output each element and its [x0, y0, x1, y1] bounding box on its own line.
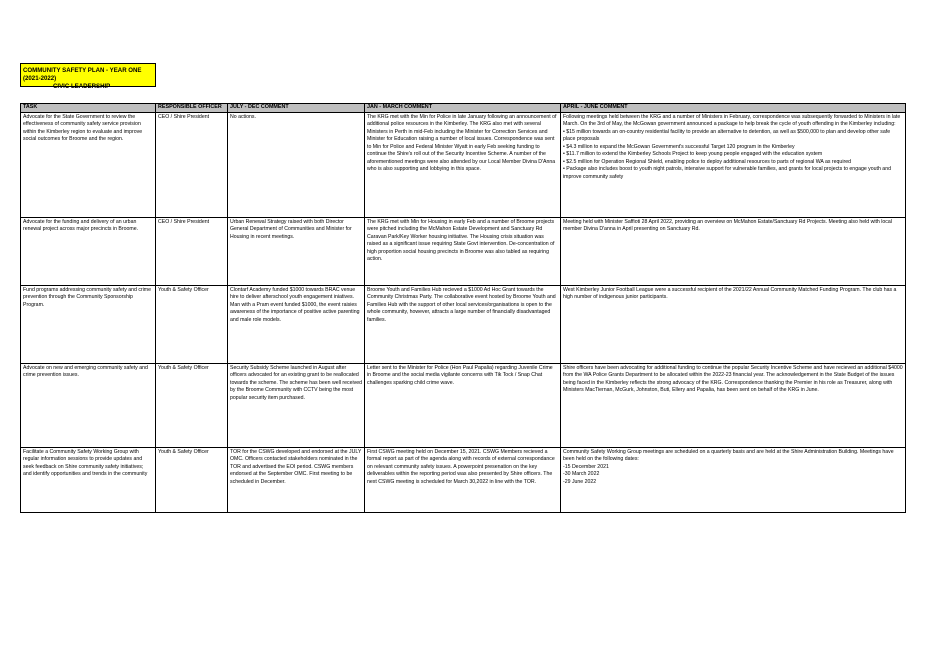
task-cell: Fund programs addressing community safety and crime prevention through the Community Sponsorship Program. [21, 285, 156, 363]
table-row [21, 285, 906, 363]
header-apr-jun-comment: APRIL - JUNE COMMENT [561, 104, 906, 113]
plan-title-line2: CIVIC LEADERSHIP [53, 83, 111, 90]
plan-title [20, 63, 156, 90]
apr-jun-line: • $11.7 million to extend the Kimberley Schools Project to keep young people engaged with the education system [563, 151, 823, 157]
apr-jun-cell [561, 217, 906, 285]
jan-mar-cell: First CSWG meeting held on December 15, 2021. CSWG Members recieved a formal report as part of the agenda along with records of external correspondance on relevant community safety issues. A powerpoint presenation on the key deliverables within the reporting period was also presented by Shire officers. The next CSWG meeting is scheduled for March 30,2022 in line with the TOR. [365, 447, 561, 512]
apr-jun-cell [561, 447, 906, 512]
header-responsible-officer: RESPONSIBLE OFFICER [156, 104, 228, 113]
apr-jun-line: Following meetings held between the KRG and a number of Ministers in February, correspondence was subsequently forwarded to Ministers in late March. On the 3rd of May, the McGowan government announced a package to help break the cycle of youth offending in the Kimberley including: [563, 113, 901, 127]
table-row [21, 363, 906, 447]
jul-dec-cell: Security Subsidy Scheme launched in August after officers advocated for an existing grant to be reallocated towards the scheme. The scheme has been well received by the Broome Community with CCTV being the most popular security item purchased. [228, 363, 365, 447]
apr-jun-cell [561, 285, 906, 363]
jul-dec-cell: TOR for the CSWG developed and endorsed at the JULY OMC. Officers contacted stakeholders nominated in the TOR and advertised the EOI period. CSWG members endorsed at the September OMC. First meeting to be scheduled in December. [228, 447, 365, 512]
officer-cell: CEO / Shire President [156, 112, 228, 217]
apr-jun-cell [561, 363, 906, 447]
apr-jun-cell [561, 112, 906, 217]
task-cell: Advocate on new and emerging community safety and crime prevention issues. [21, 363, 156, 447]
jul-dec-cell: Urban Renewal Strategy raised with both Director General Department of Communities and Minister for Housing in recent meetings. [228, 217, 365, 285]
apr-jun-line: Meeting held with Minister Saffioti 28 April 2022, providing an overview on McMahon Estate/Sanctuary Rd Projects. Meeting also held with local member Divina D'anna in April presenting on Sanctuary Rd. [563, 218, 892, 232]
jul-dec-cell: No actions. [228, 112, 365, 217]
officer-cell: Youth & Safety Officer [156, 447, 228, 512]
task-cell: Advocate for the State Government to review the effectiveness of community safety service provision within the Kimberley region to evaluate and improve social outcomes for Broome and the region. [21, 112, 156, 217]
apr-jun-line: Community Safety Working Group meetings are scheduled on a quarterly basis and are held at the Shire Administration Building. Meetings have been held on the following dates: [563, 448, 894, 462]
plan-title-line1: COMMUNITY SAFETY PLAN - YEAR ONE (2021-2022) [23, 67, 142, 82]
apr-jun-line: -15 December 2021 [563, 463, 609, 470]
table-row [21, 112, 906, 217]
apr-jun-line: Shire officers have been advocating for additional funding to continue the popular Security Incentive Scheme and have recieved an additional $4000 from the WA Police Grants Department to be allocated within the 2022-23 financial year. The acknowledgement in the State Budget of the issues being faced in the Kimberley reflects the strong advocacy of the KRG. Correspondence thanking the Premier in his role as Treasurer, along with Ministers MacTiernan, McGurk, Johnston, Buti, Ellery and Papalia, has been sent on behalf of the KRG in June. [563, 364, 903, 393]
community-safety-table [20, 103, 906, 513]
apr-jun-line: -29 June 2022 [563, 478, 597, 485]
table-row [21, 447, 906, 512]
task-cell: Facilitate a Community Safety Working Group with regular information sessions to provide updates and seek feedback on Shire community safety initiatives; and identify opportunities and trends in the community [21, 447, 156, 512]
apr-jun-line: • Package also includes boost to youth night patrols, intensive support for vulnerable families, and grants for local projects to engage youth and improve community safety [563, 166, 891, 180]
officer-cell: Youth & Safety Officer [156, 363, 228, 447]
jul-dec-cell: Clontarf Academy funded $1000 towards BRAC venue hire to deliver afterschool youth engagement iniatives. Man with a Pram event funded $1000, the event raisies awareness of the importance of positive active parenting and male role models. [228, 285, 365, 363]
apr-jun-line: • $2.5 million for Operation Regional Shield, enabling police to deploy additional resources to parts of regional WA as required [563, 158, 851, 165]
apr-jun-line: • $4.3 million to expand the McGowan Government's successful Target 120 program in the Kimberley [563, 143, 795, 150]
table-header-row [21, 104, 906, 113]
header-task: TASK [21, 104, 156, 113]
jan-mar-cell: Letter sent to the Minister for Police (Hon Paul Papalia) regarding Juvenile Crime in Broome and the social media vigilante concerns with Tik Tock / Snap Chat challenges sparking child crime wave. [365, 363, 561, 447]
header-jul-dec-comment: JULY - DEC COMMENT [228, 104, 365, 113]
apr-jun-line: -30 March 2022 [563, 471, 600, 477]
task-cell: Advocate for the funding and delivery of an urban renewal project across major precincts in Broome. [21, 217, 156, 285]
apr-jun-line: West Kimberley Junior Football League were a successful recipient of the 2021/22 Annual Community Matched Funding Program. The club has a high number of indigenous junior participants. [563, 286, 897, 300]
table-row [21, 217, 906, 285]
officer-cell: CEO / Shire President [156, 217, 228, 285]
apr-jun-line: • $15 million towards an on-country residential facility to provide an alternative to detention, as well as $500,000 to plan and develop other safe place proposals [563, 128, 891, 142]
jan-mar-cell: Broome Youth and Families Hub recieved a $1000 Ad Hoc Grant towards the Community Christmas Party. The collaborative event hosted by Broome Youth and Families Hub with the support of other local services/organisations is open to the whole community, however, attracts a large number of financially disadvantaged families. [365, 285, 561, 363]
officer-cell: Youth & Safety Officer [156, 285, 228, 363]
jan-mar-cell: The KRG met with the Min for Police in late January following an announcement of additional police resources in the Kimberley. The KRG also met with several Ministers in Perth in mid-Feb including the Minister for Correction Services and Minister for Education raising a number of local issues. Correspondence was sent to Min for Police and Federal Minister Wyatt in early Feb seeking funding to continue the Shire's roll out of the Security Incentive Scheme. A number of the aforementioned meetings were also attended by our Local Member Divina D'Anna who is also supporting and lobbying in this space. [365, 112, 561, 217]
header-jan-mar-comment: JAN - MARCH COMMENT [365, 104, 561, 113]
jan-mar-cell: The KRG met with Min for Housing in early Feb and a number of Broome projects were pitched including the McMahon Estate Development and Sanctuary Rd Caravan Park/Key Worker housing initiative. The Housing crisis situation was raised as a significant issue requiring State Govt intervention. De-concentration of high proportion social housing precincts in Broome was also tabled as requiring action. [365, 217, 561, 285]
